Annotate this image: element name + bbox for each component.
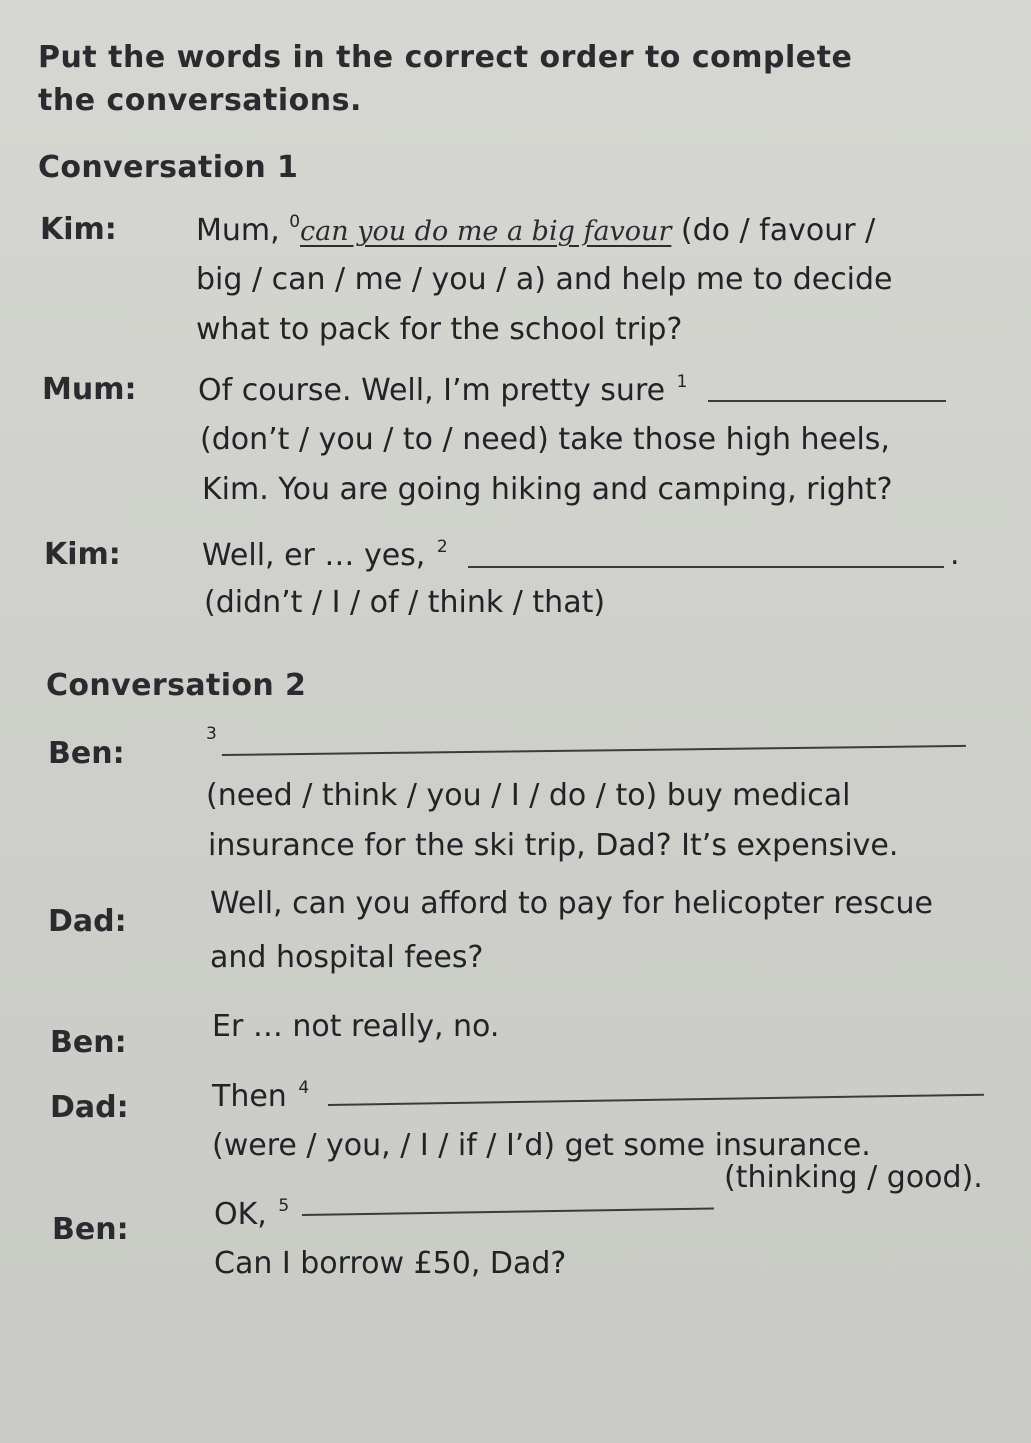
- answer-blank-2[interactable]: [468, 566, 944, 568]
- ben3-line-2: Can I borrow £50, Dad?: [214, 1246, 567, 1281]
- ben-line-3: insurance for the ski trip, Dad? It’s expensive.: [208, 828, 899, 863]
- item-number-3: 3: [206, 724, 217, 744]
- speaker-ben: Ben:: [48, 736, 125, 771]
- speaker-kim: Kim:: [44, 537, 121, 572]
- mum-line-2: (don’t / you / to / need) take those high heels,: [200, 422, 890, 457]
- item-number-5: 5: [278, 1196, 290, 1216]
- kim-line-1-prefix: Mum,: [196, 213, 290, 248]
- instruction-line-1: Put the words in the correct order to complete: [38, 40, 853, 75]
- kim-line-1: [196, 212, 875, 248]
- speaker-mum: Mum:: [42, 372, 137, 407]
- speaker-kim: Kim:: [40, 212, 117, 247]
- dad-line-1: Well, can you afford to pay for helicopter rescue: [210, 886, 933, 921]
- mum-line-3: Kim. You are going hiking and camping, right?: [202, 472, 893, 507]
- mum-line-1: [198, 372, 687, 408]
- answer-blank-1[interactable]: [708, 400, 946, 402]
- speaker-dad: Dad:: [48, 904, 127, 939]
- item-number-1: 1: [676, 372, 688, 392]
- dad-line-2: and hospital fees?: [210, 940, 484, 975]
- kim-line-1-rest: (do / favour /: [671, 213, 876, 248]
- kim2-line-1-text: Well, er … yes,: [202, 538, 435, 573]
- mum-line-1-text: Of course. Well, I’m pretty sure: [198, 373, 675, 408]
- conversation-1-heading: Conversation 1: [38, 150, 299, 185]
- ben-line-2: (need / think / you / I / do / to) buy medical: [206, 778, 851, 813]
- answer-blank-5[interactable]: [302, 1208, 714, 1216]
- ben2-line-1: Er … not really, no.: [212, 1009, 500, 1044]
- answer-blank-3[interactable]: [222, 745, 966, 756]
- ben3-line-1-end: (thinking / good).: [724, 1160, 983, 1195]
- kim2-line-1-end: .: [950, 537, 960, 572]
- dad2-line-2: (were / you, / I / if / I’d) get some insurance.: [212, 1128, 871, 1163]
- example-answer: can you do me a big favour: [300, 216, 672, 247]
- ben3-line-1: [214, 1196, 289, 1232]
- ben3-line-1-text: OK,: [214, 1197, 277, 1232]
- item-number-2: 2: [436, 537, 448, 557]
- answer-blank-4[interactable]: [328, 1094, 984, 1106]
- speaker-ben: Ben:: [50, 1025, 127, 1060]
- kim2-line-2: (didn’t / I / of / think / that): [204, 585, 606, 620]
- kim-line-2: big / can / me / you / a) and help me to decide: [196, 262, 893, 297]
- instruction-line-2: the conversations.: [38, 83, 362, 118]
- kim2-line-1: [202, 537, 448, 573]
- dad2-line-1-text: Then: [212, 1079, 297, 1114]
- dad2-line-1: [212, 1078, 309, 1114]
- conversation-2-heading: Conversation 2: [46, 668, 307, 703]
- item-number-0: 0: [289, 212, 301, 232]
- speaker-dad: Dad:: [50, 1090, 129, 1125]
- kim-line-3: what to pack for the school trip?: [196, 312, 683, 347]
- item-number-4: 4: [298, 1078, 310, 1098]
- ben-line-1: [204, 724, 217, 760]
- speaker-ben: Ben:: [52, 1212, 129, 1247]
